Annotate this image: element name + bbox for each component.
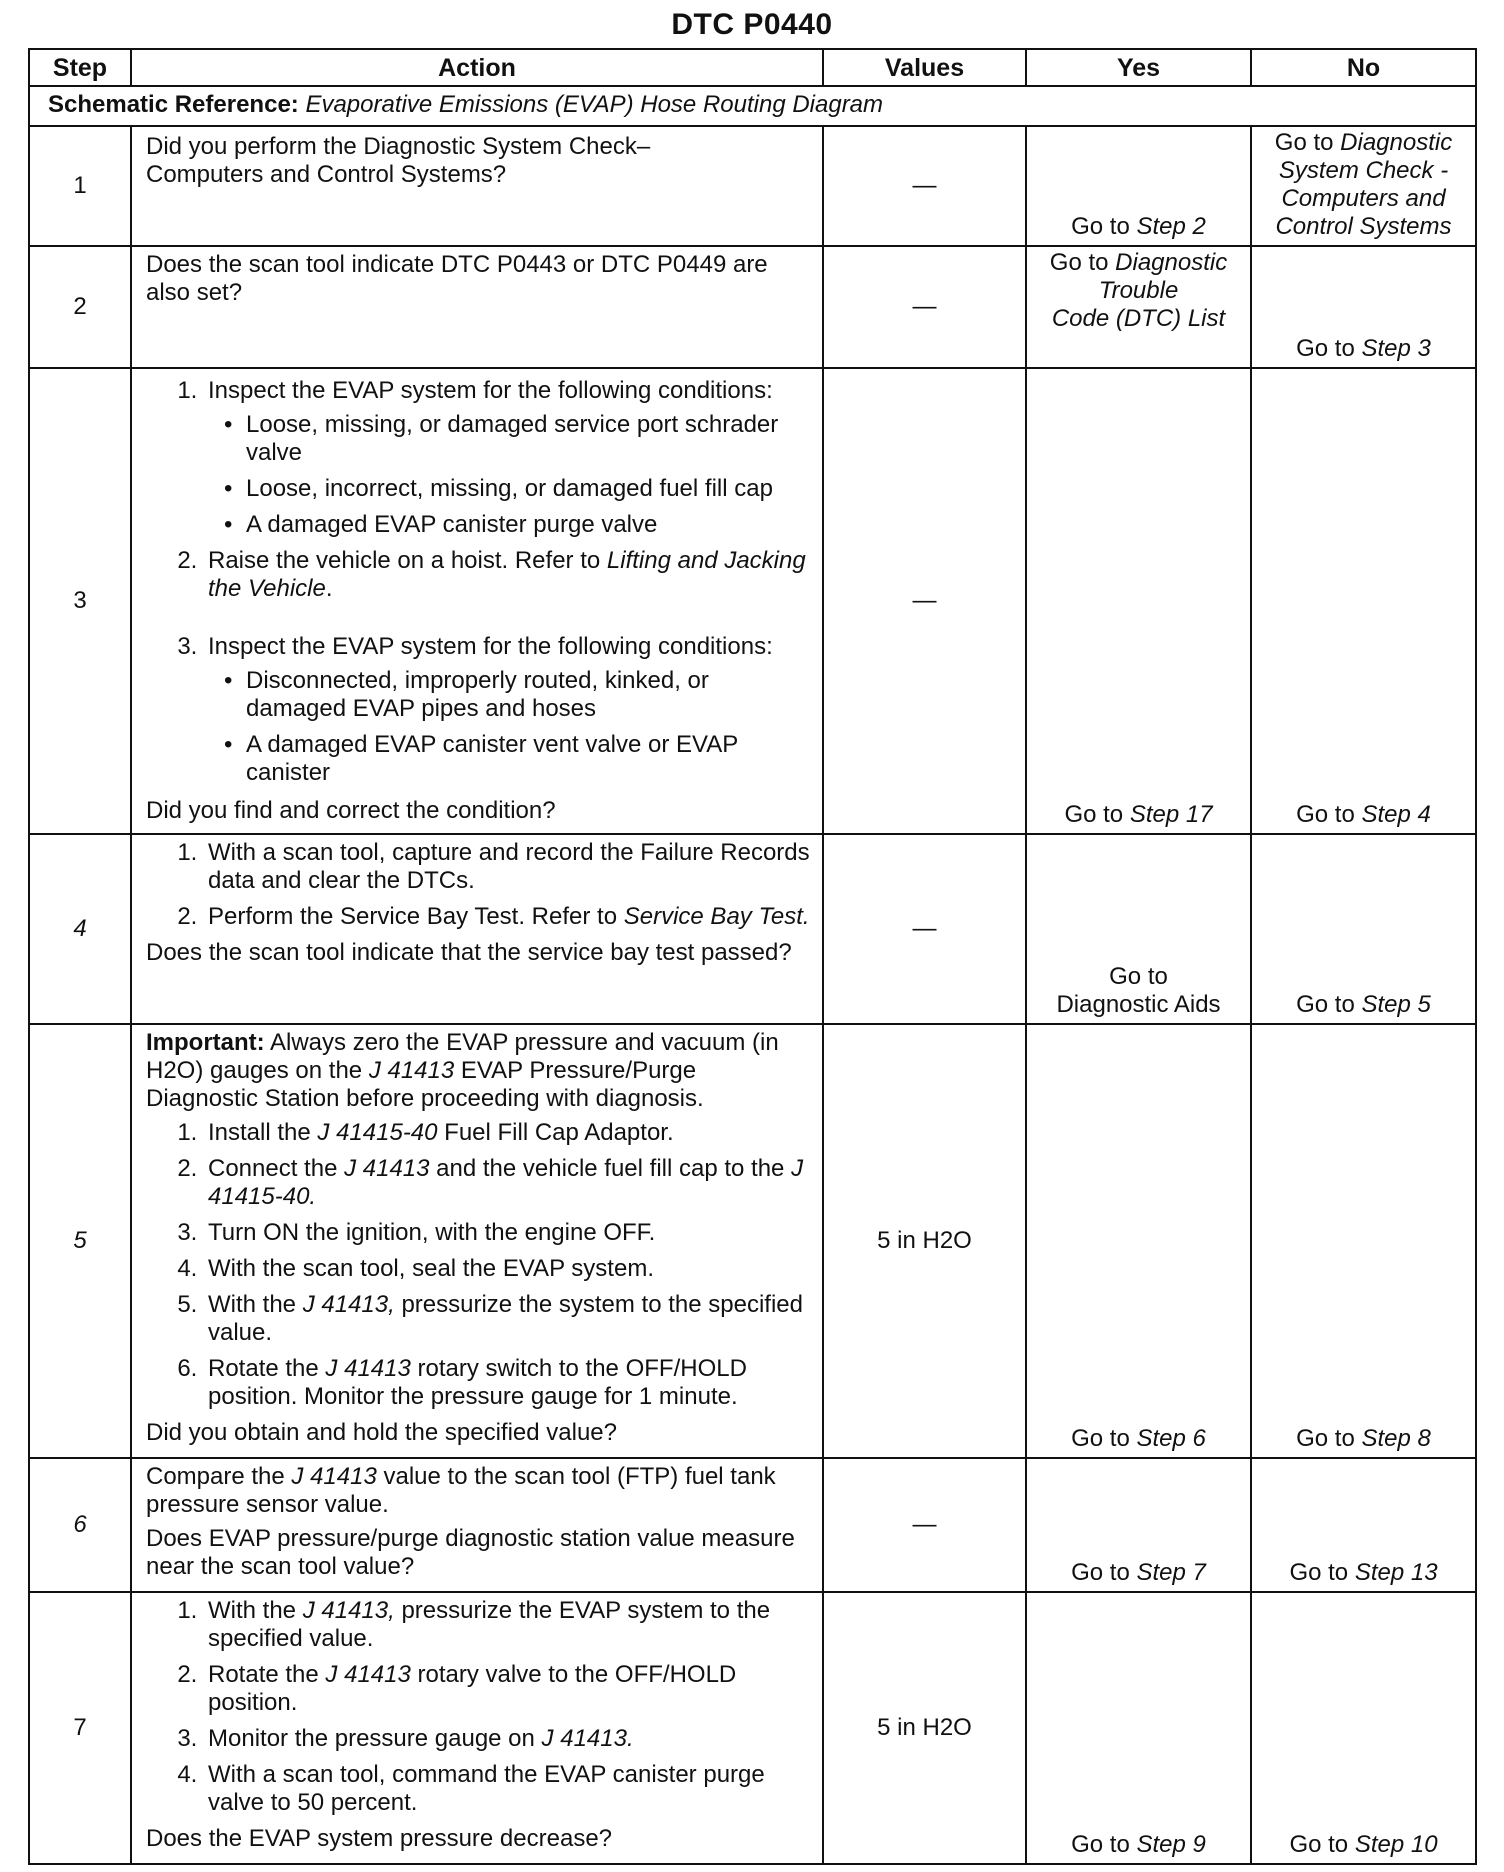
yes-link[interactable]: Go to Step 2 <box>1071 213 1206 240</box>
yes-cell <box>1026 834 1251 1024</box>
value-cell: 5 in H2O <box>823 1592 1026 1864</box>
list-item: 1. With a scan tool, capture and record the Failure Records data and clear the DTCs. <box>204 839 812 895</box>
header-no: No <box>1251 49 1476 86</box>
yes-link[interactable]: Go to Diagnostic Trouble Code (DTC) List <box>1049 249 1228 332</box>
page-title: DTC P0440 <box>671 8 833 41</box>
list-item: • Loose, incorrect, missing, or damaged fuel fill cap <box>246 475 812 503</box>
action-text: Compare the J 41413 value to the scan tool (FTP) fuel tank pressure sensor value. <box>146 1463 776 1518</box>
list-item: 1. Install the J 41415-40 Fuel Fill Cap Adaptor. <box>204 1119 812 1147</box>
step-number: 5 <box>29 1024 131 1458</box>
table-row <box>29 126 1476 246</box>
step-number: 2 <box>29 246 131 368</box>
yes-cell <box>1026 1024 1251 1458</box>
header-values: Values <box>823 49 1026 86</box>
schematic-label: Schematic Reference: <box>48 91 299 118</box>
step-number: 4 <box>29 834 131 1024</box>
header-action: Action <box>131 49 823 86</box>
list-item: 4. With a scan tool, command the EVAP canister purge valve to 50 percent. <box>204 1761 812 1817</box>
schematic-link[interactable]: Evaporative Emissions (EVAP) Hose Routing Diagram <box>305 91 884 118</box>
action-question: Did you find and correct the condition? <box>146 797 556 824</box>
table-row <box>29 1024 1476 1458</box>
action-question: Does the EVAP system pressure decrease? <box>146 1825 613 1852</box>
yes-cell <box>1026 126 1251 246</box>
step-number: 6 <box>29 1458 131 1592</box>
action-text: Does the scan tool indicate DTC P0443 or DTC P0449 are also set? <box>146 251 768 306</box>
list-item: 3. Turn ON the ignition, with the engine OFF. <box>204 1219 812 1247</box>
reference-link[interactable]: Service Bay Test. <box>623 903 810 930</box>
step-number: 3 <box>29 368 131 834</box>
no-cell <box>1251 368 1476 834</box>
yes-link[interactable]: Go to Step 6 <box>1071 1425 1206 1452</box>
important-note: Important: Always zero the EVAP pressure and vacuum (in H2O) gauges on the J 41413 EVAP Pressure/Purge Diagnostic Station before proceeding with diagnosis. <box>146 1029 779 1112</box>
step-number: 7 <box>29 1592 131 1864</box>
list-item: 1. Inspect the EVAP system for the following conditions: • Loose, missing, or damaged service port schrader valve • Loose, incorrect, missing, or damaged fuel fill cap • A damaged EVAP canister purge valve <box>204 377 812 539</box>
no-cell <box>1251 834 1476 1024</box>
no-link[interactable]: Go to Step 4 <box>1296 801 1431 828</box>
value-cell: 5 in H2O <box>823 1024 1026 1458</box>
step-number: 1 <box>29 126 131 246</box>
action-cell <box>131 246 823 368</box>
reference-link[interactable]: Lifting and Jacking the Vehicle <box>208 547 806 602</box>
table-row <box>29 834 1476 1024</box>
no-link[interactable]: Go to Step 8 <box>1296 1425 1431 1452</box>
no-link[interactable]: Go to Step 5 <box>1296 991 1431 1018</box>
dtc-table <box>28 48 1477 1865</box>
action-cell <box>131 126 823 246</box>
schematic-row <box>29 86 1476 126</box>
list-item: 2. Connect the J 41413 and the vehicle fuel fill cap to the J 41415-40. <box>204 1155 812 1211</box>
list-item: • A damaged EVAP canister purge valve <box>246 511 812 539</box>
header-row <box>29 49 1476 86</box>
yes-link[interactable]: Go to Step 7 <box>1071 1559 1206 1586</box>
yes-link[interactable]: Go to Diagnostic Aids <box>1056 963 1221 1018</box>
no-link[interactable]: Go to Step 3 <box>1296 335 1431 362</box>
header-yes: Yes <box>1026 49 1251 86</box>
table-row <box>29 1458 1476 1592</box>
action-question: Did you obtain and hold the specified value? <box>146 1419 617 1446</box>
list-item: 5. With the J 41413, pressurize the system to the specified value. <box>204 1291 812 1347</box>
list-item: 3. Monitor the pressure gauge on J 41413. <box>204 1725 812 1753</box>
list-item: 2. Rotate the J 41413 rotary valve to the OFF/HOLD position. <box>204 1661 812 1717</box>
no-link[interactable]: Go to Diagnostic System Check - Computers and Control Systems <box>1274 129 1453 240</box>
no-cell <box>1251 246 1476 368</box>
action-question: Does EVAP pressure/purge diagnostic station value measure near the scan tool value? <box>146 1525 795 1580</box>
value-cell: — <box>823 834 1026 1024</box>
action-cell <box>131 1458 823 1592</box>
action-cell <box>131 834 823 1024</box>
action-cell <box>131 368 823 834</box>
value-cell: — <box>823 1458 1026 1592</box>
value-cell: — <box>823 246 1026 368</box>
yes-cell <box>1026 368 1251 834</box>
action-cell <box>131 1024 823 1458</box>
no-cell <box>1251 1024 1476 1458</box>
action-cell <box>131 1592 823 1864</box>
no-cell <box>1251 1458 1476 1592</box>
value-cell: — <box>823 368 1026 834</box>
yes-link[interactable]: Go to Step 17 <box>1064 801 1213 828</box>
header-step: Step <box>29 49 131 86</box>
no-cell <box>1251 126 1476 246</box>
list-item: 1. With the J 41413, pressurize the EVAP system to the specified value. <box>204 1597 812 1653</box>
list-item: • Disconnected, improperly routed, kinked, or damaged EVAP pipes and hoses <box>246 667 812 723</box>
list-item: 6. Rotate the J 41413 rotary switch to the OFF/HOLD position. Monitor the pressure gauge for 1 minute. <box>204 1355 812 1411</box>
table-row <box>29 1592 1476 1864</box>
list-item: • Loose, missing, or damaged service port schrader valve <box>246 411 812 467</box>
list-item: 3. Inspect the EVAP system for the following conditions: • Disconnected, improperly routed, kinked, or damaged EVAP pipes and hoses • A damaged EVAP canister vent valve or EVAP canister <box>204 633 812 787</box>
value-cell: — <box>823 126 1026 246</box>
table-row <box>29 246 1476 368</box>
no-cell <box>1251 1592 1476 1864</box>
yes-cell <box>1026 1458 1251 1592</box>
schematic-reference <box>29 86 1476 126</box>
no-link[interactable]: Go to Step 13 <box>1289 1559 1438 1586</box>
list-item: 2. Perform the Service Bay Test. Refer to Service Bay Test. <box>204 903 812 931</box>
list-item: 2. Raise the vehicle on a hoist. Refer to Lifting and Jacking the Vehicle. <box>204 547 812 603</box>
action-question: Does the scan tool indicate that the service bay test passed? <box>146 939 792 966</box>
list-item: • A damaged EVAP canister vent valve or EVAP canister <box>246 731 812 787</box>
yes-cell <box>1026 246 1251 368</box>
action-text: Did you perform the Diagnostic System Check– <box>146 133 651 160</box>
no-link[interactable]: Go to Step 10 <box>1289 1831 1438 1858</box>
yes-link[interactable]: Go to Step 9 <box>1071 1831 1206 1858</box>
list-item: 4. With the scan tool, seal the EVAP system. <box>204 1255 812 1283</box>
yes-cell <box>1026 1592 1251 1864</box>
action-text: Computers and Control Systems? <box>146 161 507 188</box>
table-row <box>29 368 1476 834</box>
